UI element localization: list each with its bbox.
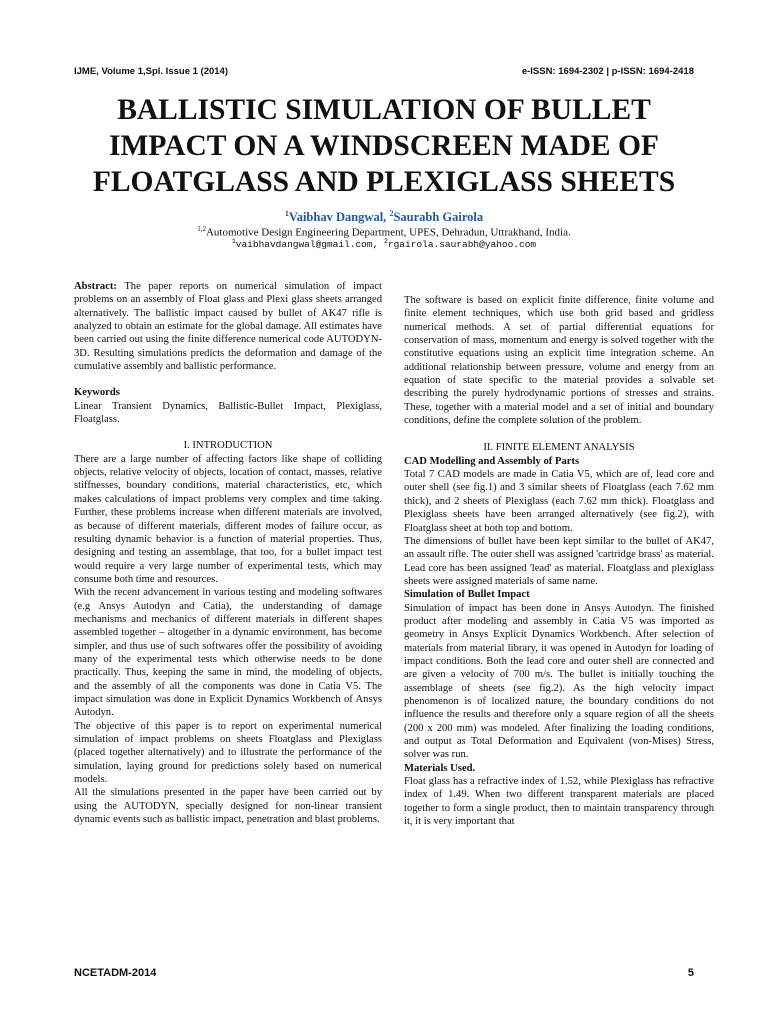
- running-header: [74, 66, 694, 80]
- intro-paragraph-1: There are a large number of affecting factors like shape of colliding objects, relative velocity of objects, location of contact, masses, relative stiffnesses, boundary conditions, material characteristics, etc, which makes calculations of impact problems very complex and time taking. Further, these problems increase when different materials are involved, as because of different materials, different modes of failure occur, as resulting dynamic behavior is a function of material properties. Thus, designing and testing an assemblage, that too, for a bullet impact test would require a very large number of experimental tests, which may consume both time and resources.: [74, 453, 382, 585]
- page-number: 5: [687, 967, 694, 979]
- abstract-label: Abstract:: [74, 281, 117, 292]
- intro-paragraph-2: With the recent advancement in various testing and modeling softwares (e.g Ansys Autodyn and Catia), the understanding of damage mechanisms and mechanics of different materials in different shapes assembled together – altogether in a dynamic environment, has become simpler, and thus use of such softwares offer the possibility of avoiding many of the experimental tests which otherwise needs to be done practically. Thus, keeping the same in mind, the modeling of objects, and the assembly of all the components was done in Catia V5. The impact simulation was done in Explicit Dynamics Workbench of Ansys Autodyn.: [74, 587, 382, 719]
- subheading-simulation: Simulation of Bullet Impact: [404, 589, 530, 601]
- issn-numbers: e-ISSN: 1694-2302 | p-ISSN: 1694-2418: [521, 66, 694, 77]
- intro-paragraph-3: The objective of this paper is to report on experimental numerical simulation of impact problems on sheets Floatglass and Plexiglass (placed together alternatively) and to illustrate the performance of the simulation, laying ground for predictions solely based on numerical models.: [74, 720, 382, 786]
- left-column: [74, 280, 382, 960]
- author-emails: [0, 238, 768, 250]
- author-2-name: Saurabh Gairola: [393, 210, 484, 225]
- email-2: rgairola.saurabh@yahoo.com: [387, 239, 537, 251]
- subheading-cad: CAD Modelling and Assembly of Parts: [404, 455, 580, 467]
- paper-title: BALLISTIC SIMULATION OF BULLET IMPACT ON A WINDSCREEN MADE OF FLOATGLASS AND PLEXIGLASS SHEETS: [92, 94, 676, 198]
- author-list: [0, 209, 768, 225]
- author-1-name: Vaibhav Dangwal,: [288, 210, 390, 225]
- affiliation: [0, 225, 768, 239]
- keywords-heading: Keywords: [74, 387, 120, 399]
- right-column: [404, 294, 714, 962]
- software-paragraph: The software is based on explicit finite difference, finite volume and finite element techniques, which use both grid based and gridless numerical methods. A set of partial differential equations for conservation of mass, momentum and energy is solved together with the constitutive equations using an explicit time integration scheme. An additional relationship between pressure, volume and energy from an equation of state specific to the material provides a solvable set describing the purely hydrodynamic portions of stresses and strains. These, together with a material model and a set of initial and boundary conditions, define the complete solution of the problem.: [404, 295, 714, 427]
- affiliation-text: Automotive Design Engineering Department, UPES, Dehradun, Uttrakhand, India.: [205, 226, 571, 239]
- subheading-materials: Materials Used.: [404, 762, 476, 774]
- cad-paragraph-1: Total 7 CAD models are made in Catia V5, which are of, lead core and outer shell (see fig.1) and 3 similar sheets of Floatglass (each 7.62 mm thick), and 2 sheets of Plexiglass (each 7.62 mm thick). Floatglass and Plexiglass sheets have been arranged alternatively (see fig.2), with Floatglass sheet at both top and bottom.: [404, 469, 714, 534]
- affiliation-marker: 1,2: [197, 225, 206, 233]
- materials-paragraph: Float glass has a refractive index of 1.52, while Plexiglass has refractive index of 1.49. When two different transparent materials are placed together to form a single product, then to maintain transparency through it, it is very important that: [404, 776, 714, 828]
- section-heading-fea: II. FINITE ELEMENT ANALYSIS: [483, 442, 635, 454]
- intro-paragraph-4: All the simulations presented in the paper have been carried out by using the AUTODYN, specially designed for non-linear transient dynamic events such as ballistic impact, penetration and blast problems.: [74, 787, 382, 826]
- author-2-marker: 2: [389, 209, 394, 218]
- keywords-text: Linear Transient Dynamics, Ballistic-Bullet Impact, Plexiglass, Floatglass.: [74, 400, 382, 426]
- journal-citation: IJME, Volume 1,Spl. Issue 1 (2014): [74, 66, 228, 77]
- cad-paragraph-2: The dimensions of bullet have been kept similar to the bullet of AK47, an assault rifle. The outer shell was assigned 'cartridge brass' as material. Lead core has been assigned 'lead' as material. Floatglass and plexiglass sheets were assigned materials of same name.: [404, 535, 714, 587]
- section-heading-introduction: I. INTRODUCTION: [183, 440, 273, 452]
- abstract: [74, 280, 382, 373]
- simulation-paragraph: Simulation of impact has been done in Ansys Autodyn. The finished product after modeling and assembly in Catia V5 was imported as geometry in Ansys Explicit Dynamics Workbench. After selection of materials from material library, it was opened in Autodyn for loading of impact conditions. Both the lead core and outer shell are connected and are given a velocity of 700 m/s. The bullet is initially touching the assemblage of sheets (see fig.2). As the high velocity impact phenomenon is of localized nature, the boundary conditions do not influence the results and therefore only a square region of all the sheets (200 x 200 mm) was modeled. After finalizing the loading conditions, and output as Total Deformation and Equivalent (von-Mises) Stress, solver was run.: [404, 602, 714, 761]
- abstract-text: The paper reports on numerical simulation of impact problems on an assembly of Float glass and Plexi glass sheets arranged alternatively. The ballistic impact caused by bullet of AK47 rifle is analyzed to obtain an estimate for the global damage. All estimates have been carried out using the finite difference numerical code AUTODYN-3D. Resulting simulations predicts the deformation and damage of the cumulative assembly and ballistic performance.: [74, 281, 382, 373]
- author-1-marker: 1: [284, 209, 289, 218]
- email-1-marker: 1: [231, 238, 236, 245]
- email-2-marker: 2: [384, 238, 388, 245]
- email-1: vaibhavdangwal@gmail.com,: [235, 239, 384, 251]
- footer-conference: NCETADM-2014: [74, 967, 157, 979]
